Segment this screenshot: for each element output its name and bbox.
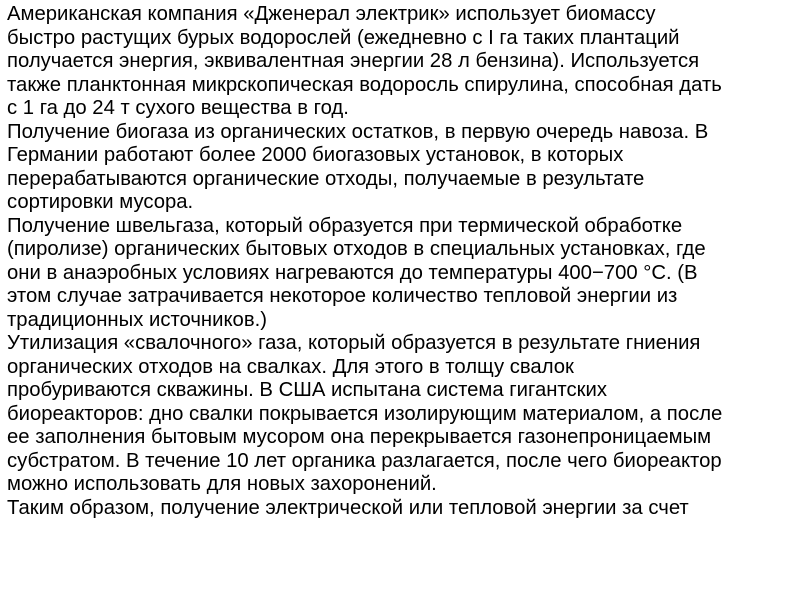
text-line: получается энергия, эквивалентная энергии 28 л бензина). Используется	[7, 50, 700, 72]
text-line: (пиролизе) органических бытовых отходов в специальных установках, где	[7, 238, 706, 260]
text-line: Получение швельгаза, который образуется при термической обработке	[7, 214, 683, 237]
text-line: ее заполнения бытовым мусором она перекрывается газонепроницаемым	[7, 426, 712, 448]
text-line: традиционных источников.)	[7, 308, 267, 331]
body-text	[7, 3, 797, 520]
text-line: быстро растущих бурых водорослей (ежедневно с I га таких плантаций	[7, 26, 680, 49]
text-line: биореакторов: дно свалки покрывается изолирующим материалом, а после	[7, 402, 723, 425]
text-line: Получение биогаза из органических остатков, в первую очередь навоза. В	[7, 120, 709, 143]
text-line: пробуриваются скважины. В США испытана система гигантских	[7, 379, 607, 401]
text-line: этом случае затрачивается некоторое количество тепловой энергии из	[7, 285, 678, 307]
text-line: субстратом. В течение 10 лет органика разлагается, после чего биореактор	[7, 449, 722, 472]
text-line: сортировки мусора.	[7, 191, 194, 213]
text-line: органических отходов на свалках. Для этого в толщу свалок	[7, 355, 574, 378]
text-line: Германии работают более 2000 биогазовых установок, в которых	[7, 144, 624, 166]
text-line: Утилизация «свалочного» газа, который образуется в результате гниения	[7, 332, 701, 354]
text-line: с 1 га до 24 т сухого вещества в год.	[7, 97, 349, 119]
text-line: они в анаэробных условиях нагреваются до температуры 400−700 °С. (В	[7, 261, 698, 284]
text-line: можно использовать для новых захоронений.	[7, 473, 437, 495]
text-line: Таким образом, получение электрической или тепловой энергии за счет	[7, 496, 689, 519]
text-line: перерабатываются органические отходы, получаемые в результате	[7, 167, 645, 190]
text-line: также планктонная микрскопическая водоросль спирулина, способная дать	[7, 73, 722, 96]
text-line: Американская компания «Дженерал электрик» использует биомассу	[7, 3, 656, 25]
